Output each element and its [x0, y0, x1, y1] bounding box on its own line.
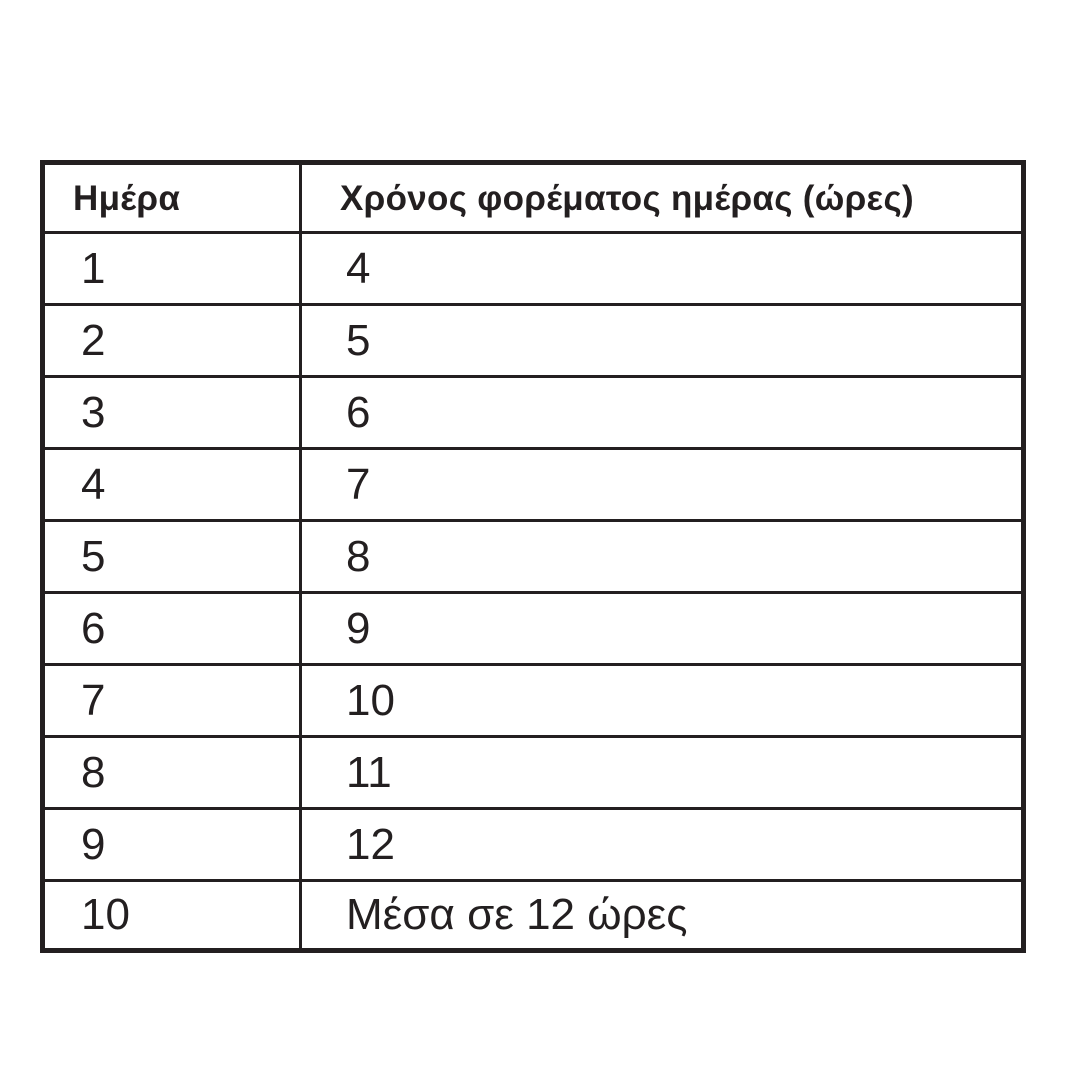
table-grid [45, 165, 1021, 948]
row-1-hours: 4 [302, 234, 1021, 306]
row-6-hours: 9 [302, 594, 1021, 666]
row-7-hours: 10 [302, 666, 1021, 738]
wear-schedule-table [40, 160, 1026, 953]
row-9-day: 9 [45, 810, 302, 882]
row-2-day: 2 [45, 306, 302, 378]
row-8-day: 8 [45, 738, 302, 810]
row-2-hours: 5 [302, 306, 1021, 378]
row-6-day: 6 [45, 594, 302, 666]
row-3-hours: 6 [302, 378, 1021, 450]
header-wear-time: Χρόνος φορέματος ημέρας (ώρες) [302, 165, 1021, 234]
row-10-day: 10 [45, 882, 302, 948]
row-4-day: 4 [45, 450, 302, 522]
row-7-day: 7 [45, 666, 302, 738]
row-8-hours: 11 [302, 738, 1021, 810]
row-4-hours: 7 [302, 450, 1021, 522]
row-5-hours: 8 [302, 522, 1021, 594]
row-3-day: 3 [45, 378, 302, 450]
header-day: Ημέρα [45, 165, 302, 234]
row-5-day: 5 [45, 522, 302, 594]
row-10-hours: Μέσα σε 12 ώρες [346, 890, 688, 939]
row-9-hours: 12 [302, 810, 1021, 882]
row-1-day: 1 [45, 234, 302, 306]
